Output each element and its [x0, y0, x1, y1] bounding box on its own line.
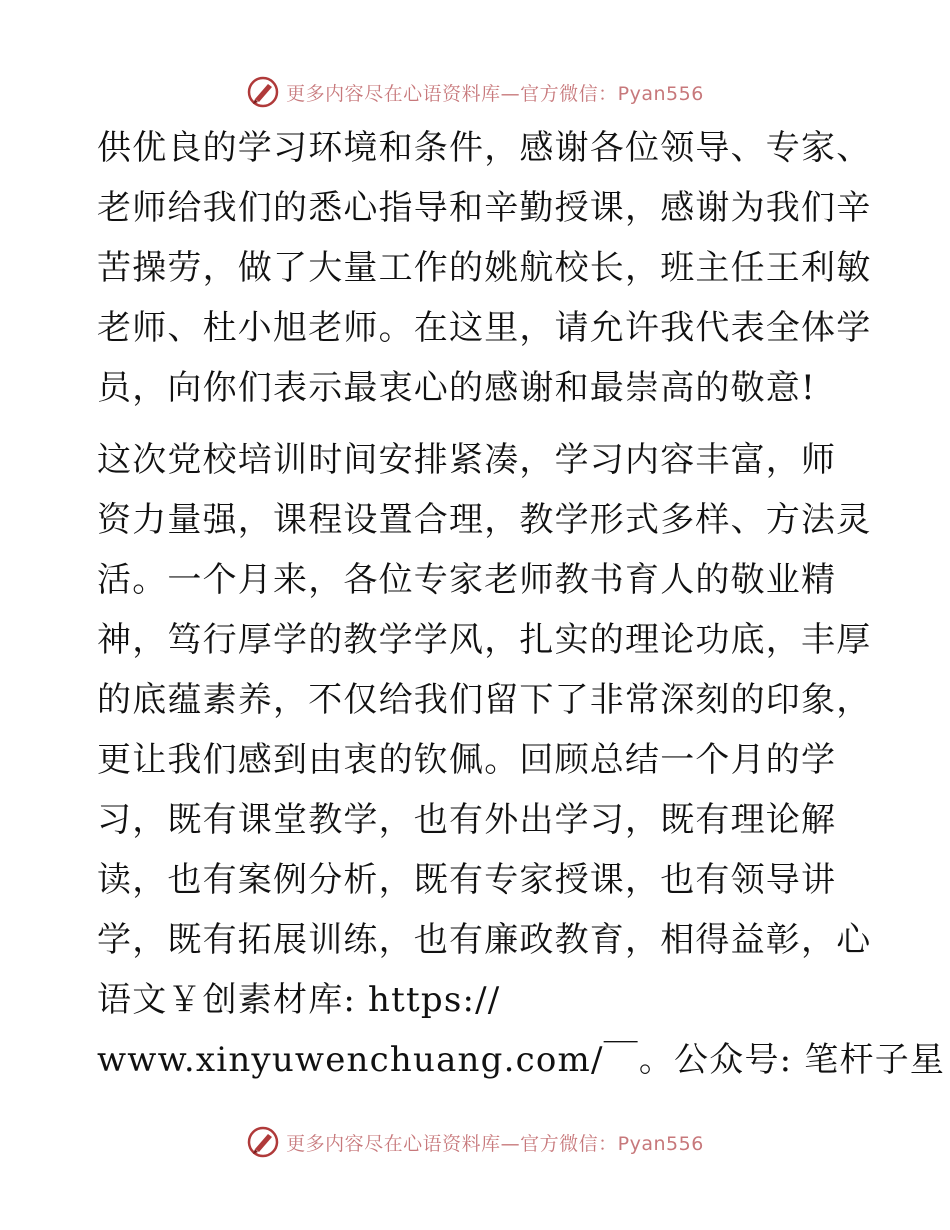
text-line: 读，也有案例分析，既有专家授课，也有领导讲: [97, 860, 837, 900]
text-line: 供优良的学习环境和条件，感谢各位领导、专家、: [97, 128, 872, 168]
footer-watermark: [0, 1122, 950, 1162]
text-line: 神，笃行厚学的教学学风，扎实的理论功底，丰厚: [97, 620, 872, 660]
text-line: 老师、杜小旭老师。在这里，请允许我代表全体学: [97, 308, 872, 348]
watermark-text: 更多内容尽在心语资料库—官方微信：Pyan556: [286, 1132, 704, 1155]
document-body: [97, 118, 946, 1090]
paragraph-1: [97, 118, 872, 418]
text-line: 苦操劳，做了大量工作的姚航校长，班主任王利敏: [97, 248, 872, 288]
text-line: 资力量强，课程设置合理，教学形式多样、方法灵: [97, 500, 872, 540]
text-line: 员，向你们表示最衷心的感谢和最崇高的敬意!: [97, 368, 816, 408]
header-watermark: [0, 72, 950, 112]
text-line: 习，既有课堂教学，也有外出学习，既有理论解: [97, 800, 837, 840]
pen-logo-icon: [246, 1125, 280, 1159]
text-line: 学，既有拓展训练，也有廉政教育，相得益彰，心: [97, 920, 872, 960]
text-line: 这次党校培训时间安排紧凑，学习内容丰富，师: [97, 440, 837, 480]
text-line: 活。一个月来，各位专家老师教书育人的敬业精: [97, 560, 837, 600]
paragraph-2: [97, 430, 946, 1090]
text-line: 语文￥创素材库: https://: [97, 980, 501, 1020]
watermark-text: 更多内容尽在心语资料库—官方微信：Pyan556: [286, 82, 704, 105]
pen-logo-icon: [246, 75, 280, 109]
text-line: 的底蕴素养，不仅给我们留下了非常深刻的印象，: [97, 680, 872, 720]
text-line: www.xinyuwenchuang.com/￣。公众号: 笔杆子星: [97, 1040, 946, 1080]
text-line: 老师给我们的悉心指导和辛勤授课，感谢为我们辛: [97, 188, 872, 228]
text-line: 更让我们感到由衷的钦佩。回顾总结一个月的学: [97, 740, 837, 780]
